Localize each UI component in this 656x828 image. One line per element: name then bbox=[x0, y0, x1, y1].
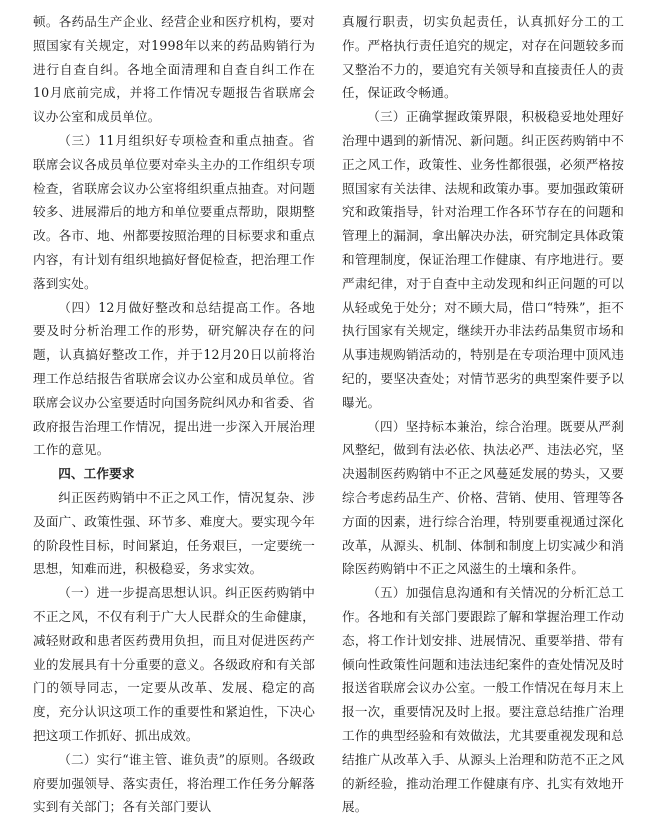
paragraph-requirement-2: （二）实行“谁主管、谁负责”的原则。各级政府要加强领导、落实责任，将治理工作任务分解落实到有关部门；各有关部门要认 bbox=[33, 751, 315, 815]
paragraph-requirement-4: （四）坚持标本兼治，综合治理。既要从严刹风整纪，做到有法必依、执法必严、违法必究，坚决遏制医药购销中不正之风蔓延发展的势头，又要综合考虑药品生产、价格、营销、使用、管理等各方面的因素，进行综合治理，特别要重视通过深化改革，从源头、机制、体制和制度上切实减少和消除医药购销中不正之风滋生的土壤和条件。 bbox=[342, 418, 624, 577]
section-heading-work-requirements: 四、工作要求 bbox=[58, 466, 135, 482]
right-column bbox=[342, 10, 624, 819]
paragraph-requirements-intro: 纠正医药购销中不正之风工作，情况复杂、涉及面广、政策性强、环节多、难度大。要实现今年的阶段性目标，时间紧迫，任务艰巨，一定要统一思想，知难而进，积极稳妥，务求实效。 bbox=[33, 489, 315, 577]
paragraph-requirement-5: （五）加强信息沟通和有关情况的分析汇总工作。各地和有关部门要跟踪了解和掌握治理工作动态，将工作计划安排、进展情况、重要举措、带有倾向性政策性问题和违法违纪案件的查处情况及时报送省联席会议办公室。一般工作情况在每月末上报一次，重要情况及时上报。要注意总结推广治理工作的典型经验和有效做法，尤其要重视发现和总结推广从改革入手、从源头上治理和防范不正之风的新经验，推动治理工作健康有序、扎实有效地开展。 bbox=[342, 585, 624, 815]
paragraph-requirement-3: （三）正确掌握政策界限，积极稳妥地处理好治理中遇到的新情况、新问题。纠正医药购销中不正之风工作，政策性、业务性都很强，必须严格按照国家有关法律、法规和政策办事。要加强政策研究和政策指导，针对治理工作各环节存在的问题和管理上的漏洞，拿出解决办法，研究制定具体政策和管理制度，保证治理工作健康、有序地进行。要严肃纪律，对于自查中主动发现和纠正问题的可以从轻或免于处分；对不顾大局，借口“特殊”，拒不执行国家有关规定，继续开办非法药品集贸市场和从事违规购销活动的，特别是在专项治理中顶风违纪的，要坚决查处；对情节恶劣的典型案件要予以曝光。 bbox=[342, 109, 624, 410]
column-divider bbox=[327, 10, 328, 818]
paragraph-continuation: 顿。各药品生产企业、经营企业和医疗机构，要对照国家有关规定，对1998年以来的药品购销行为进行自查自纠。各地全面清理和自查自纠工作在10月底前完成，并将工作情况专题报告省联席会议办公室和成员单位。 bbox=[33, 14, 315, 125]
paragraph-item-3: （三）11月组织好专项检查和重点抽查。省联席会议各成员单位要对牵头主办的工作组织专项检查，省联席会议办公室将组织重点抽查。对问题较多、进展滞后的地方和单位要重点帮助，限期整改。各市、地、州都要按照治理的目标要求和重点内容，有计划有组织地搞好督促检查，把治理工作落到实处。 bbox=[33, 132, 315, 291]
left-column bbox=[33, 10, 315, 819]
paragraph-item-4: （四）12月做好整改和总结提高工作。各地要及时分析治理工作的形势，研究解决存在的问题，认真搞好整改工作，并于12月20日以前将治理工作总结报告省联席会议办公室和成员单位。省联席会议办公室要适时向国务院纠风办和省委、省政府报告治理工作情况，提出进一步深入开展治理工作的意见。 bbox=[33, 299, 315, 458]
paragraph-continuation-right: 真履行职责，切实负起责任，认真抓好分工的工作。严格执行责任追究的规定，对存在问题较多而又整治不力的，要追究有关领导和直接责任人的责任，保证政令畅通。 bbox=[342, 14, 624, 101]
paragraph-requirement-1: （一）进一步提高思想认识。纠正医药购销中不正之风，不仅有利于广大人民群众的生命健康，减轻财政和患者医药费用负担，而且对促进医药产业的发展具有十分重要的意义。各级政府和有关部门的领导同志，一定要从改革、发展、稳定的高度，充分认识这项工作的重要性和紧迫性，下决心把这项工作抓好、抓出成效。 bbox=[33, 585, 315, 743]
